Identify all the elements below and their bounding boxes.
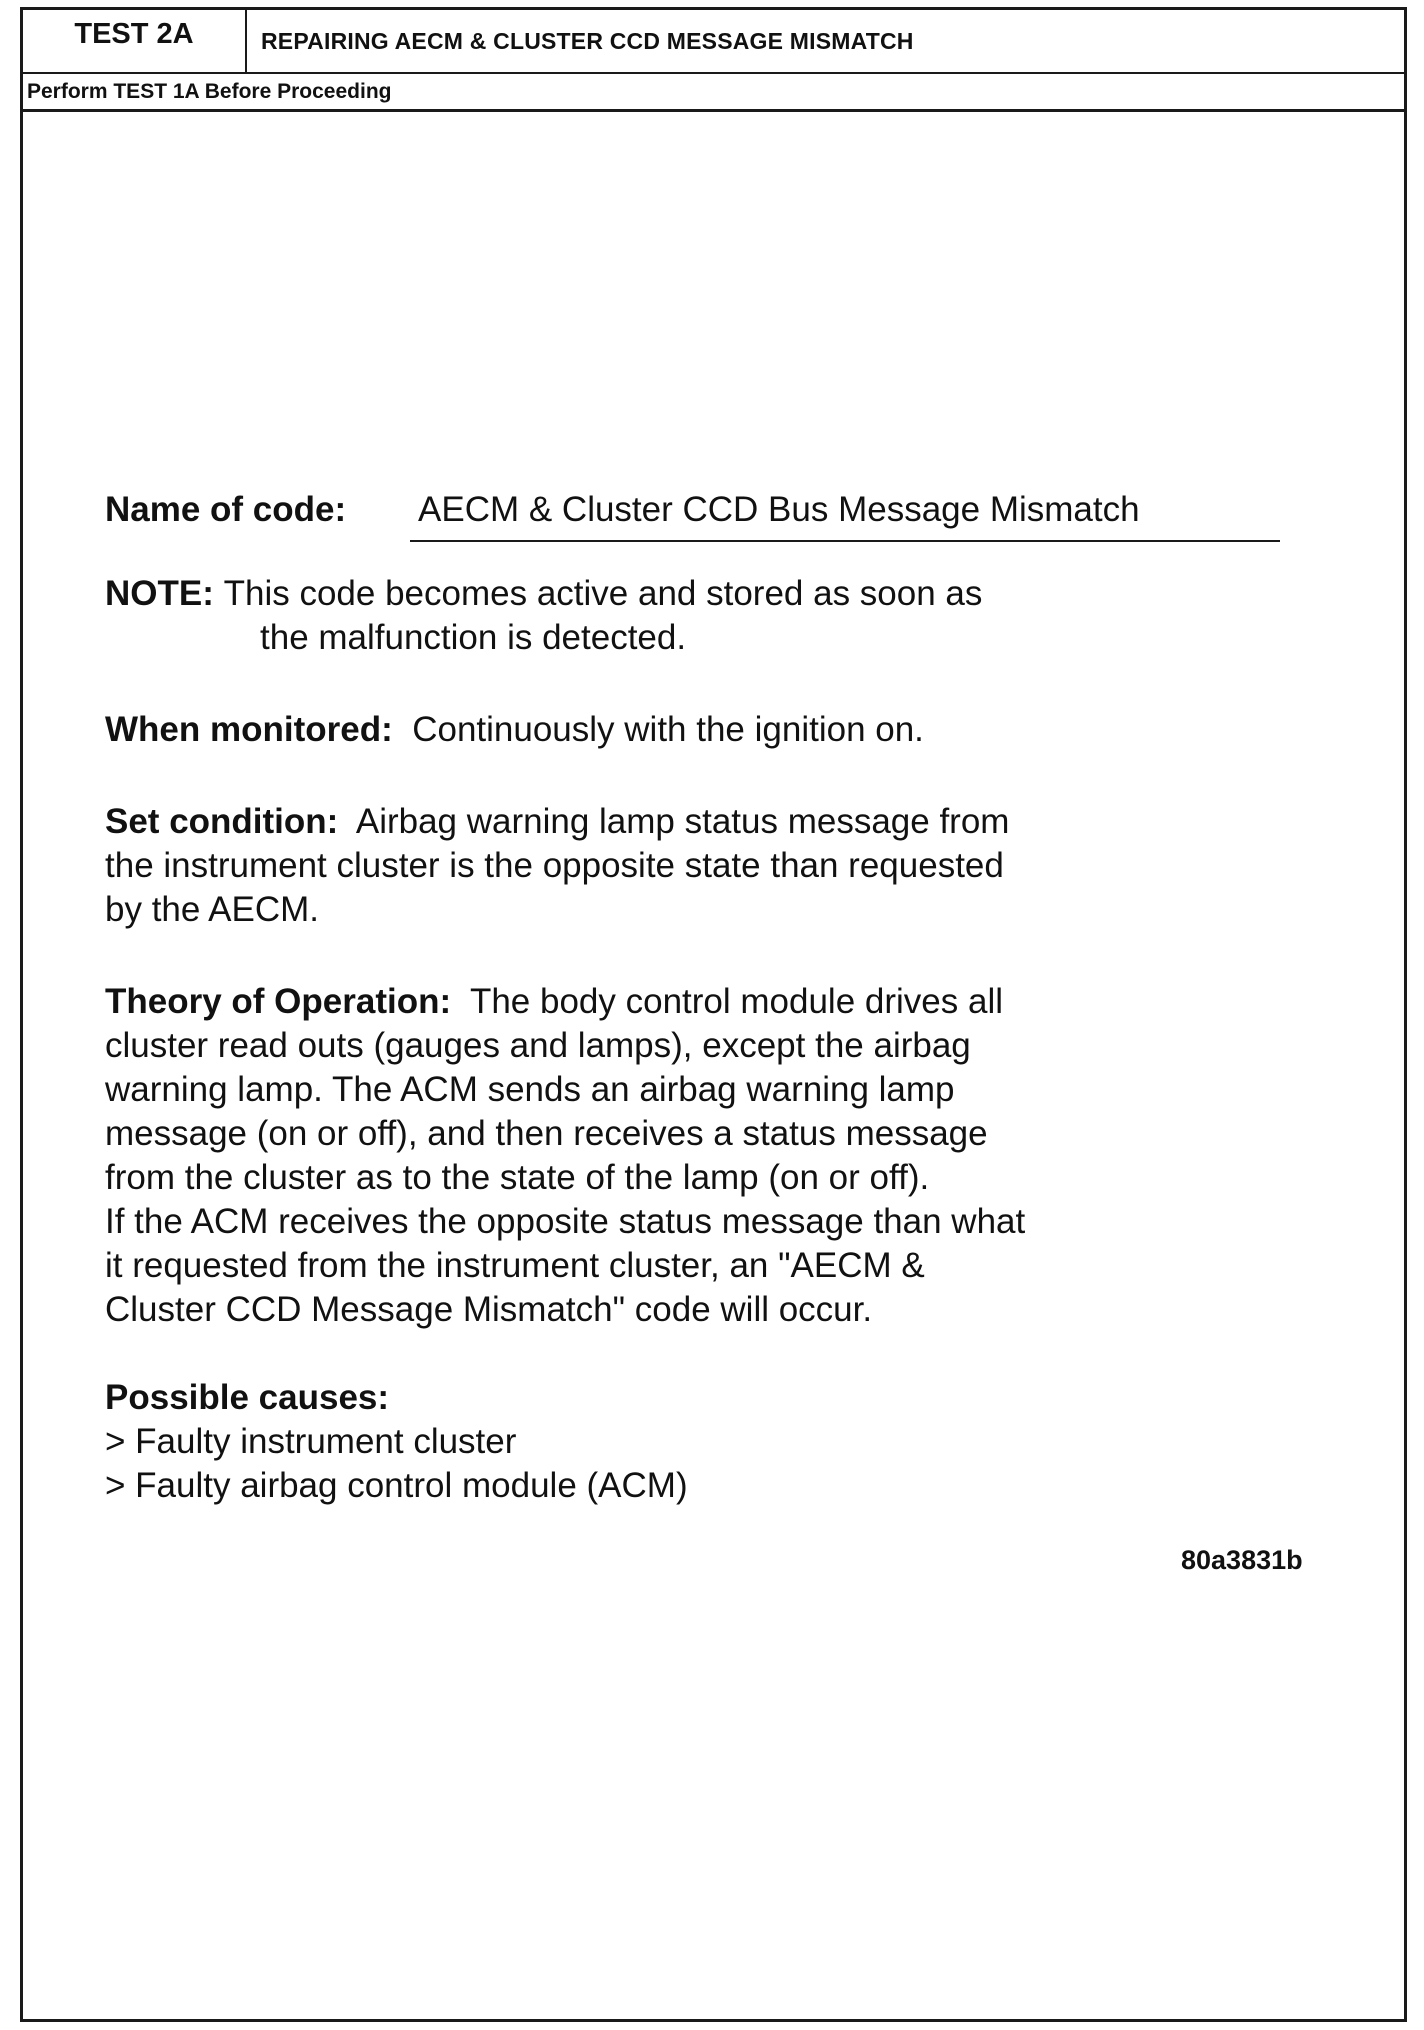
set-condition-line-1 bbox=[105, 800, 1355, 844]
theory-text-3: warning lamp. The ACM sends an airbag warning lamp bbox=[105, 1070, 955, 1109]
name-of-code-label: Name of code: bbox=[105, 490, 347, 529]
note-text-2: the malfunction is detected. bbox=[260, 618, 687, 657]
theory-text-1: The body control module drives all bbox=[469, 982, 1004, 1021]
when-monitored-label: When monitored: bbox=[105, 710, 393, 749]
prerequisite-text: Perform TEST 1A Before Proceeding bbox=[27, 80, 392, 103]
theory-text-6: If the ACM receives the opposite status message than what bbox=[105, 1202, 1026, 1241]
figure-id: 80a3831b bbox=[1181, 1545, 1303, 1575]
name-of-code bbox=[105, 480, 1355, 550]
note-line-1 bbox=[105, 572, 1355, 616]
theory-text-2: cluster read outs (gauges and lamps), except the airbag bbox=[105, 1026, 971, 1065]
possible-causes bbox=[105, 1376, 1355, 1508]
note-label: NOTE: bbox=[105, 574, 214, 613]
theory-text-5: from the cluster as to the state of the lamp (on or off). bbox=[105, 1158, 930, 1197]
theory-line-1 bbox=[105, 980, 1355, 1024]
prerequisite-row bbox=[23, 74, 1404, 112]
possible-causes-label: Possible causes: bbox=[105, 1378, 390, 1417]
header-row bbox=[23, 10, 1404, 74]
when-monitored-text: Continuously with the ignition on. bbox=[412, 710, 924, 749]
when-monitored bbox=[105, 708, 1355, 752]
note bbox=[105, 572, 1355, 660]
theory-text-4: message (on or off), and then receives a status message bbox=[105, 1114, 988, 1153]
set-condition-label: Set condition: bbox=[105, 802, 339, 841]
body-text bbox=[105, 480, 1355, 1508]
set-condition-text-2: the instrument cluster is the opposite state than requested bbox=[105, 846, 1004, 885]
test-id: TEST 2A bbox=[23, 10, 247, 72]
theory-of-operation bbox=[105, 980, 1355, 1332]
possible-cause-item: > Faulty instrument cluster bbox=[105, 1422, 517, 1461]
possible-cause-item: > Faulty airbag control module (ACM) bbox=[105, 1466, 688, 1505]
set-condition-text-3: by the AECM. bbox=[105, 890, 319, 929]
note-text-1: This code becomes active and stored as soon as bbox=[223, 574, 983, 613]
set-condition-text-1: Airbag warning lamp status message from bbox=[355, 802, 1010, 841]
theory-text-8: Cluster CCD Message Mismatch" code will occur. bbox=[105, 1290, 873, 1329]
theory-label: Theory of Operation: bbox=[105, 982, 452, 1021]
test-title: REPAIRING AECM & CLUSTER CCD MESSAGE MISMATCH bbox=[261, 28, 914, 54]
name-of-code-value: AECM & Cluster CCD Bus Message Mismatch bbox=[410, 480, 1280, 542]
theory-text-7: it requested from the instrument cluster, an "AECM & bbox=[105, 1246, 925, 1285]
set-condition bbox=[105, 800, 1355, 932]
